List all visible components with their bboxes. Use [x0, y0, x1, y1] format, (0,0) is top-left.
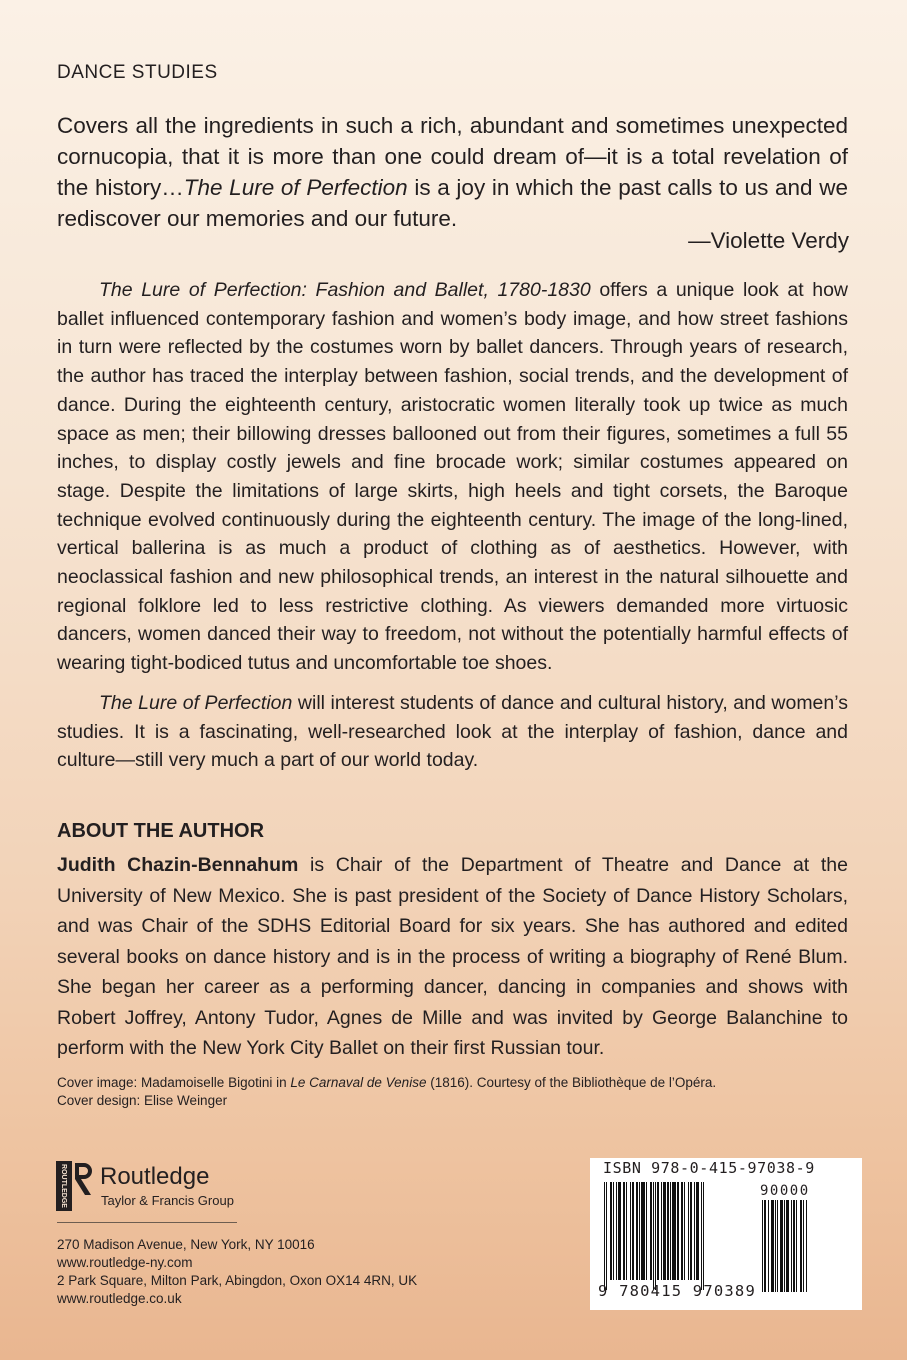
barcode-bar: [616, 1182, 617, 1280]
barcode-bar: [667, 1182, 669, 1280]
barcode-bar: [793, 1200, 795, 1292]
cover-image-credit: [57, 1074, 716, 1092]
barcode-bar: [784, 1200, 785, 1292]
barcode-bar: [657, 1182, 659, 1280]
address-uk: 2 Park Square, Milton Park, Abingdon, Oxon OX14 4RN, UK: [57, 1273, 418, 1288]
barcode-bar: [768, 1200, 769, 1292]
barcode-bar: [653, 1182, 654, 1290]
author-name: Judith Chazin-Bennahum: [57, 854, 299, 876]
barcode-bar: [796, 1200, 797, 1292]
barcode-bar: [632, 1182, 634, 1280]
cover-credits: [57, 1074, 716, 1110]
website-uk: www.routledge.co.uk: [57, 1291, 182, 1306]
barcode-bar: [623, 1182, 625, 1280]
quote-text-end: is a joy in which the past calls to us and we rediscover our memories and our future.: [57, 175, 848, 231]
barcode-bar: [626, 1182, 627, 1280]
barcode-bar: [803, 1200, 804, 1292]
price-addon-number: 90000: [760, 1183, 810, 1199]
cover-design-credit: Cover design: Elise Weinger: [57, 1093, 228, 1108]
routledge-logo-icon: [55, 1160, 95, 1212]
barcode-bar: [681, 1182, 683, 1280]
barcode-bar: [777, 1200, 778, 1292]
barcode-bar: [701, 1182, 702, 1290]
ean-barcode-icon: [604, 1182, 754, 1294]
barcode-bar: [696, 1182, 699, 1280]
barcode-bar: [655, 1182, 656, 1290]
description-paragraph-2: [57, 689, 848, 775]
credit-artwork-title: Le Carnaval de Venise: [290, 1075, 427, 1090]
about-author-heading: ABOUT THE AUTHOR: [57, 820, 265, 842]
barcode-bar: [780, 1200, 783, 1292]
barcode-bar: [661, 1182, 662, 1280]
barcode-bar: [764, 1200, 766, 1292]
barcode-bar: [800, 1200, 802, 1292]
book-description: [57, 276, 848, 775]
barcode-bar: [613, 1182, 614, 1280]
barcode-bar: [806, 1200, 807, 1292]
barcode-bar: [646, 1182, 647, 1280]
divider: [57, 1222, 237, 1223]
barcode-bar: [630, 1182, 631, 1280]
publisher-group: Taylor & Francis Group: [101, 1193, 234, 1208]
barcode-bar: [688, 1182, 689, 1280]
barcode-bar: [690, 1182, 692, 1280]
barcode-bar: [775, 1200, 776, 1292]
isbn-number: ISBN 978-0-415-97038-9: [603, 1159, 815, 1177]
barcode-bar: [610, 1182, 612, 1280]
review-quote: [57, 110, 848, 234]
barcode-bar: [641, 1182, 645, 1280]
credit-text: Cover image: Madamoiselle Bigotini in: [57, 1075, 291, 1090]
website-us: www.routledge-ny.com: [57, 1255, 193, 1270]
barcode-bar: [604, 1182, 605, 1290]
barcode-bar: [786, 1200, 789, 1292]
barcode-bar: [762, 1200, 763, 1292]
description-title-1: The Lure of Perfection: Fashion and Ballet, 1780-1830: [99, 279, 591, 301]
publisher-address: [57, 1236, 417, 1308]
ean-number: 9 780415 970389: [598, 1282, 756, 1300]
barcode-bar: [694, 1182, 695, 1280]
barcode-bar: [670, 1182, 671, 1280]
barcode-bar: [663, 1182, 666, 1280]
barcode-bar: [636, 1182, 638, 1280]
quote-text-start: Covers all the ingredients in such a rich, abundant and sometimes unexpected cornucopia, that it is more than one could dream of—it is a total revelation of the history…: [57, 113, 848, 200]
quote-attribution: —Violette Verdy: [688, 228, 849, 253]
addon-barcode-icon: [762, 1200, 854, 1294]
address-ny: 270 Madison Avenue, New York, NY 10016: [57, 1237, 315, 1252]
publisher-name: Routledge: [100, 1163, 210, 1190]
barcode-bar: [606, 1182, 607, 1290]
barcode-bar: [791, 1200, 792, 1292]
description-text-1: offers a unique look at how ballet influenced contemporary fashion and women’s body image, and how street fashions in turn were reflected by the costumes worn by ballet dancers. Through years of research, the author has traced the interplay between fashion, social trends, and the development of dance. During the eighteenth century, aristocratic women literally took up twice as much space as men; their billowing dresses ballooned out from their figures, sometimes a full 55 inches, to display costly jewels and fine brocade work; similar costumes appeared on stage. Despite the limitations of large skirts, high heels and tight corsets, the Baroque technique evolved continuously during the eighteenth century. The image of the long-lined, vertical ballerina is as much a product of clothing as of aesthetics. However, with neoclassical fashion and new philosophical trends, an interest in the natural silhouette and regional folklore led to less restrictive clothing. As viewers demanded more virtuosic dancers, women danced their way to freedom, not without the potentially harmful effects of wearing tight-bodiced tutus and uncomfortable toe shoes.: [57, 279, 849, 675]
quote-book-title: The Lure of Perfection: [183, 175, 408, 200]
barcode-bar: [650, 1182, 652, 1280]
barcode-bar: [639, 1182, 640, 1280]
barcode-bar: [672, 1182, 676, 1280]
barcode-bar: [677, 1182, 679, 1280]
description-paragraph-1: [57, 276, 848, 678]
author-bio: [57, 850, 848, 1064]
description-text-2: will interest students of dance and cultural history, and women’s studies. It is a fascinating, well-researched look at the interplay of fashion, dance and culture—still very much a part of our world today.: [57, 691, 848, 772]
barcode-bar: [703, 1182, 704, 1290]
description-title-2: The Lure of Perfection: [99, 691, 293, 714]
barcode-bar: [684, 1182, 685, 1280]
barcode-bar: [618, 1182, 621, 1280]
logo-wordmark: ROUTLEDGE: [60, 1164, 68, 1208]
series-label: DANCE STUDIES: [57, 62, 218, 83]
barcode-bar: [771, 1200, 774, 1292]
credit-source: (1816). Courtesy of the Bibliothèque de l’Opéra.: [426, 1075, 717, 1090]
author-bio-text: is Chair of the Department of Theatre and Dance at the University of New Mexico. She is past president of the Society of Dance History Scholars, and was Chair of the SDHS Editorial Board for six years. She has authored and edited several books on dance history and is in the process of writing a biography of René Blum. She began her career as a performing dancer, dancing in companies and shows with Robert Joffrey, Antony Tudor, Agnes de Mille and was invited by George Balanchine to perform with the New York City Ballet on their first Russian tour.: [57, 854, 848, 1059]
